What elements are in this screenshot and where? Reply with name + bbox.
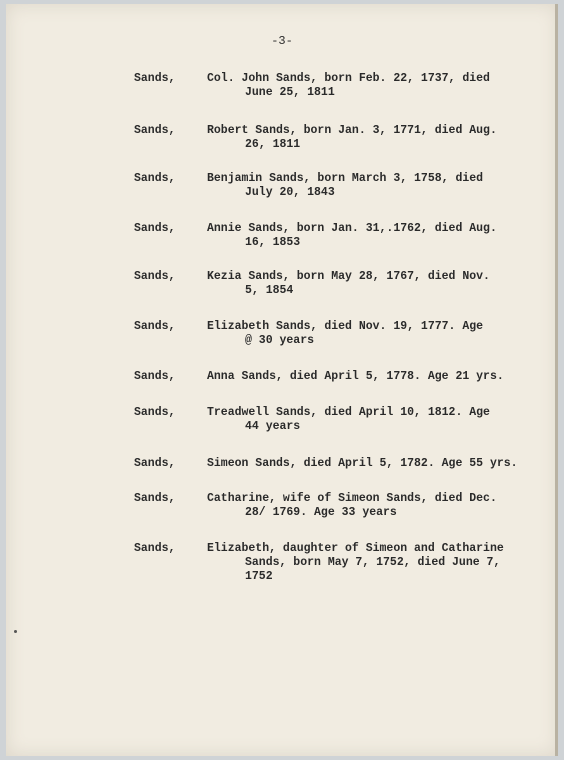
- entry-text: [207, 124, 547, 152]
- entry-surname: Sands,: [134, 492, 176, 505]
- entry-line: Treadwell Sands, died April 10, 1812. Age: [207, 406, 490, 419]
- entry-surname: Sands,: [134, 542, 176, 555]
- entry-line: 28/ 1769. Age 33 years: [245, 506, 397, 519]
- entry-line: Sands, born May 7, 1752, died June 7,: [245, 556, 501, 569]
- entry-line: 1752: [245, 570, 273, 583]
- entry-line: Annie Sands, born Jan. 31,.1762, died Aug.: [207, 222, 497, 235]
- entry-line: Anna Sands, died April 5, 1778. Age 21 yrs.: [207, 370, 504, 383]
- entry-surname: Sands,: [134, 124, 176, 137]
- entry-line: 44 years: [245, 420, 301, 433]
- entry-surname: Sands,: [134, 370, 176, 383]
- entry-text: [207, 270, 547, 298]
- document-page: [6, 4, 558, 756]
- entry-line: @ 30 years: [245, 334, 315, 347]
- page-number: -3-: [271, 34, 293, 48]
- entry-surname: Sands,: [134, 406, 176, 419]
- entry-line: 16, 1853: [245, 236, 301, 249]
- entry-surname: Sands,: [134, 222, 176, 235]
- entry-surname: Sands,: [134, 72, 176, 85]
- entry-line: Elizabeth Sands, died Nov. 19, 1777. Age: [207, 320, 484, 333]
- entry-line: June 25, 1811: [245, 86, 335, 99]
- entry-line: Col. John Sands, born Feb. 22, 1737, died: [207, 72, 490, 85]
- entry-text: [207, 320, 547, 348]
- entry-surname: Sands,: [134, 457, 176, 470]
- entry-surname: Sands,: [134, 320, 176, 333]
- entry-surname: Sands,: [134, 172, 176, 185]
- entry-line: Benjamin Sands, born March 3, 1758, died: [207, 172, 484, 185]
- entry-text: [207, 222, 547, 250]
- entry-text: [207, 492, 547, 520]
- entry-text: [207, 370, 547, 384]
- entry-line: Robert Sands, born Jan. 3, 1771, died Aug.: [207, 124, 497, 137]
- entry-line: Elizabeth, daughter of Simeon and Catharine: [207, 542, 504, 555]
- entry-line: Catharine, wife of Simeon Sands, died Dec.: [207, 492, 497, 505]
- entry-text: [207, 72, 547, 100]
- entry-text: [207, 542, 547, 584]
- entry-text: [207, 406, 547, 434]
- entry-line: Kezia Sands, born May 28, 1767, died Nov.: [207, 270, 490, 283]
- entry-surname: Sands,: [134, 270, 176, 283]
- entry-text: [207, 457, 547, 471]
- entry-line: 26, 1811: [245, 138, 301, 151]
- entry-line: July 20, 1843: [245, 186, 335, 199]
- entry-list: [6, 4, 558, 756]
- entry-line: 5, 1854: [245, 284, 294, 297]
- margin-mark: [14, 630, 17, 633]
- entry-text: [207, 172, 547, 200]
- entry-line: Simeon Sands, died April 5, 1782. Age 55 yrs.: [207, 457, 518, 470]
